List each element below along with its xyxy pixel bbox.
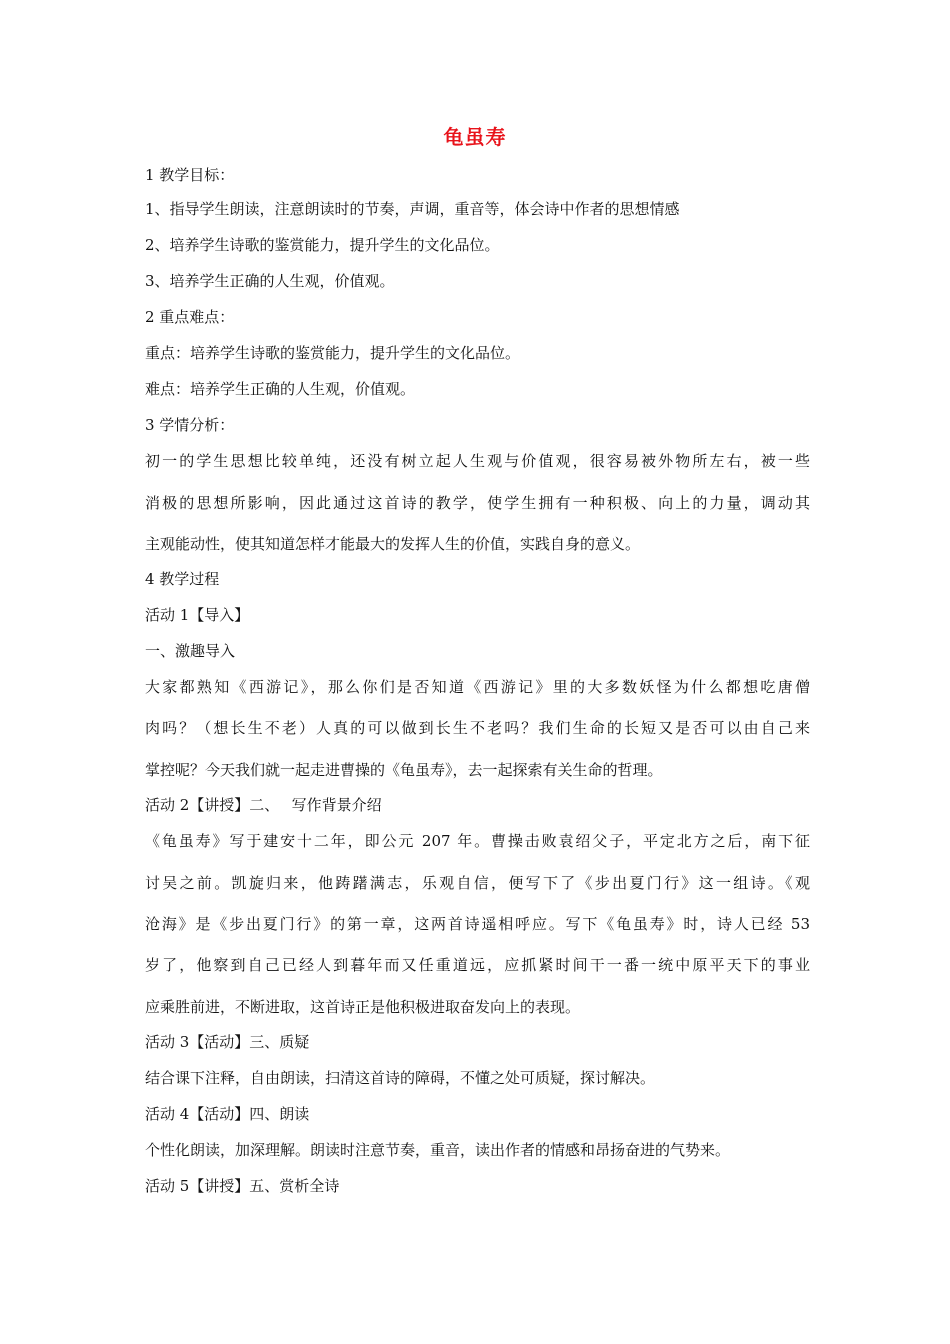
paragraph-line: 消极的思想所影响，因此通过这首诗的教学，使学生拥有一种积极、向上的力量，调动其 (145, 494, 810, 512)
paragraph-line: 沧海》是《步出夏门行》的第一章，这两首诗遥相呼应。写下《龟虽寿》时，诗人已经 53 (145, 915, 810, 933)
activity-heading: 活动 1【导入】 (145, 606, 250, 624)
activity-heading: 活动 2【讲授】二、 写作背景介绍 (145, 796, 382, 814)
paragraph-line: 《龟虽寿》写于建安十二年，即公元 207 年。曹操击败袁绍父子，平定北方之后，南下征 (145, 832, 810, 850)
paragraph-line: 难点：培养学生正确的人生观，价值观。 (145, 380, 416, 398)
paragraph-line: 主观能动性，使其知道怎样才能最大的发挥人生的价值，实践自身的意义。 (145, 535, 641, 553)
paragraph-line: 肉吗？（想长生不老）人真的可以做到长生不老吗？我们生命的长短又是否可以由自己来 (145, 719, 810, 737)
paragraph-line: 个性化朗读，加深理解。朗读时注意节奏，重音，读出作者的情感和昂扬奋进的气势来。 (145, 1141, 731, 1159)
subheading: 一、激趣导入 (145, 642, 236, 660)
activity-heading: 活动 5【讲授】五、赏析全诗 (145, 1177, 340, 1195)
paragraph-line: 1、指导学生朗读，注意朗读时的节奏，声调，重音等，体会诗中作者的思想情感 (145, 200, 680, 218)
section-heading-analysis: 3 学情分析： (145, 416, 235, 434)
paragraph-line: 掌控呢？今天我们就一起走进曹操的《龟虽寿》，去一起探索有关生命的哲理。 (145, 761, 663, 779)
paragraph-line: 初一的学生思想比较单纯，还没有树立起人生观与价值观，很容易被外物所左右，被一些 (145, 452, 810, 470)
paragraph-line: 2、培养学生诗歌的鉴赏能力，提升学生的文化品位。 (145, 236, 500, 254)
activity-heading: 活动 4【活动】四、朗读 (145, 1105, 310, 1123)
paragraph-line: 岁了，他察到自己已经人到暮年而又任重道远，应抓紧时间干一番一统中原平天下的事业 (145, 956, 810, 974)
section-heading-objectives: 1 教学目标： (145, 166, 235, 184)
paragraph-line: 重点：培养学生诗歌的鉴赏能力，提升学生的文化品位。 (145, 344, 521, 362)
section-heading-key-points: 2 重点难点： (145, 308, 235, 326)
activity-heading: 活动 3【活动】三、质疑 (145, 1033, 310, 1051)
paragraph-line: 讨吴之前。凯旋归来，他踌躇满志，乐观自信，便写下了《步出夏门行》这一组诗。《观 (145, 874, 810, 892)
paragraph-line: 3、培养学生正确的人生观，价值观。 (145, 272, 395, 290)
paragraph-line: 结合课下注释，自由朗读，扫清这首诗的障碍，不懂之处可质疑，探讨解决。 (145, 1069, 656, 1087)
section-heading-process: 4 教学过程 (145, 570, 220, 588)
document-title: 龟虽寿 (443, 125, 507, 149)
paragraph-line: 应乘胜前进，不断进取，这首诗正是他积极进取奋发向上的表现。 (145, 998, 581, 1016)
paragraph-line: 大家都熟知《西游记》，那么你们是否知道《西游记》里的大多数妖怪为什么都想吃唐僧 (145, 678, 810, 696)
